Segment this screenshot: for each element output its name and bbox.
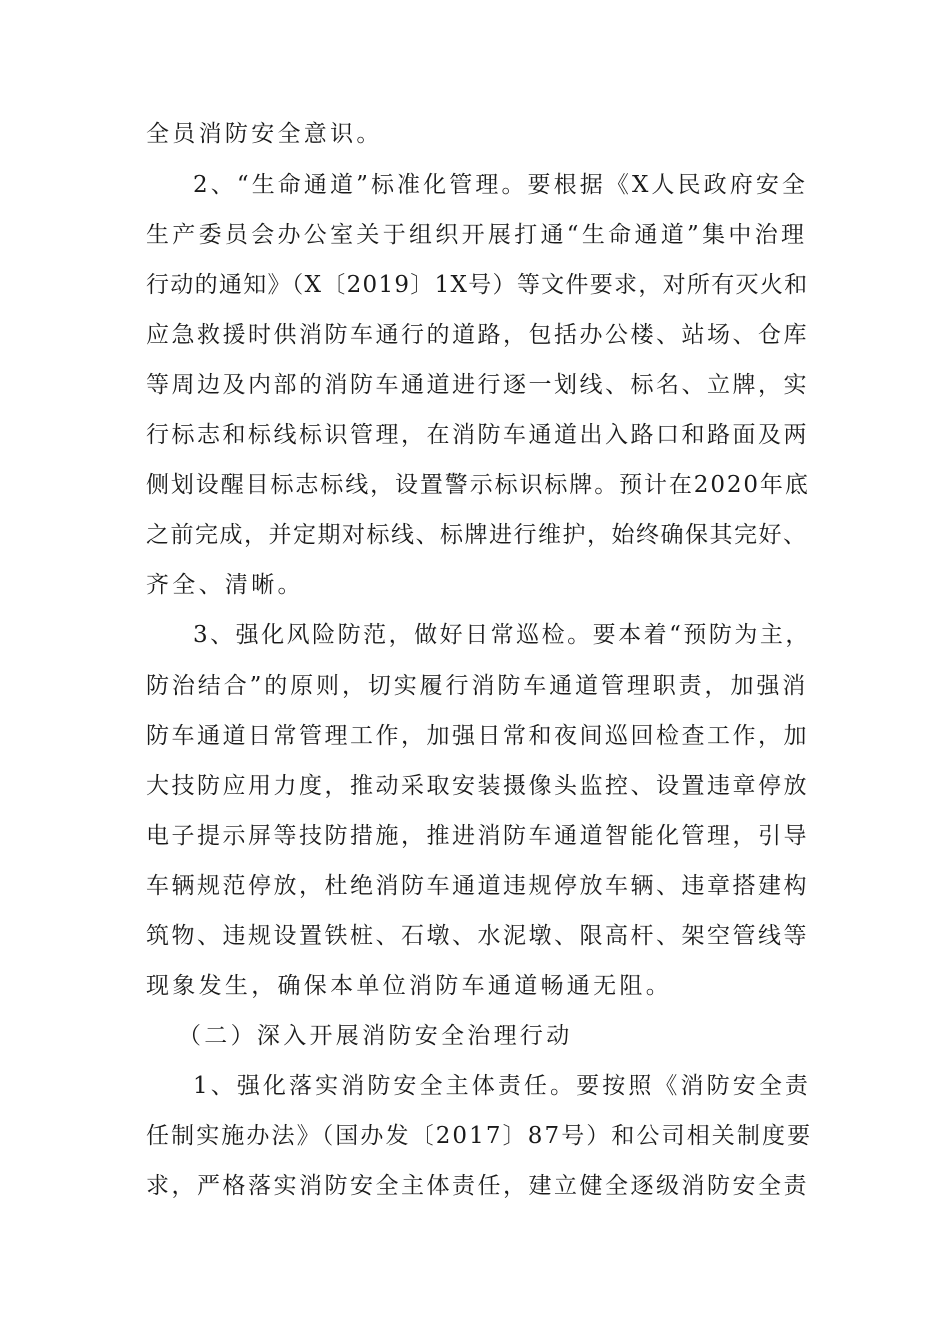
text-line: 行动的通知》（X〔2019〕1X号）等文件要求，对所有灭火和 bbox=[146, 272, 809, 298]
text-line: 3、强化风险防范，做好日常巡检。要本着“预防为主， bbox=[193, 622, 811, 648]
text-line: 现象发生，确保本单位消防车通道畅通无阻。 bbox=[146, 973, 672, 999]
text-line: 1、强化落实消防安全主体责任。要按照《消防安全责 bbox=[193, 1073, 812, 1099]
text-line: 任制实施办法》（国办发〔2017〕87号）和公司相关制度要 bbox=[146, 1123, 813, 1149]
text-line: 全员消防安全意识。 bbox=[146, 121, 383, 147]
text-line: 车辆规范停放，杜绝消防车通道违规停放车辆、违章搭建构 bbox=[146, 873, 809, 899]
text-line: 大技防应用力度，推动采取安装摄像头监控、设置违章停放 bbox=[146, 773, 809, 799]
text-line: 侧划设醒目标志标线，设置警示标识标牌。预计在2020年底 bbox=[146, 472, 810, 498]
section-heading: （二）深入开展消防安全治理行动 bbox=[178, 1023, 573, 1049]
text-line: 防治结合”的原则，切实履行消防车通道管理职责，加强消 bbox=[146, 673, 809, 699]
text-line: 等周边及内部的消防车通道进行逐一划线、标名、立牌，实 bbox=[146, 372, 809, 398]
text-line: 防车通道日常管理工作，加强日常和夜间巡回检查工作，加 bbox=[146, 723, 809, 749]
text-line: 行标志和标线标识管理，在消防车通道出入路口和路面及两 bbox=[146, 422, 809, 448]
text-line: 2、“生命通道”标准化管理。要根据《X人民政府安全 bbox=[193, 172, 809, 198]
text-line: 生产委员会办公室关于组织开展打通“生命通道”集中治理 bbox=[146, 222, 808, 248]
text-line: 求，严格落实消防安全主体责任，建立健全逐级消防安全责 bbox=[146, 1173, 809, 1199]
text-line: 之前完成，并定期对标线、标牌进行维护，始终确保其完好、 bbox=[146, 522, 808, 548]
text-line: 齐全、清晰。 bbox=[146, 572, 304, 598]
text-line: 筑物、违规设置铁桩、石墩、水泥墩、限高杆、架空管线等 bbox=[146, 923, 809, 949]
text-line: 应急救援时供消防车通行的道路，包括办公楼、站场、仓库 bbox=[146, 322, 809, 348]
text-line: 电子提示屏等技防措施，推进消防车通道智能化管理，引导 bbox=[146, 823, 809, 849]
